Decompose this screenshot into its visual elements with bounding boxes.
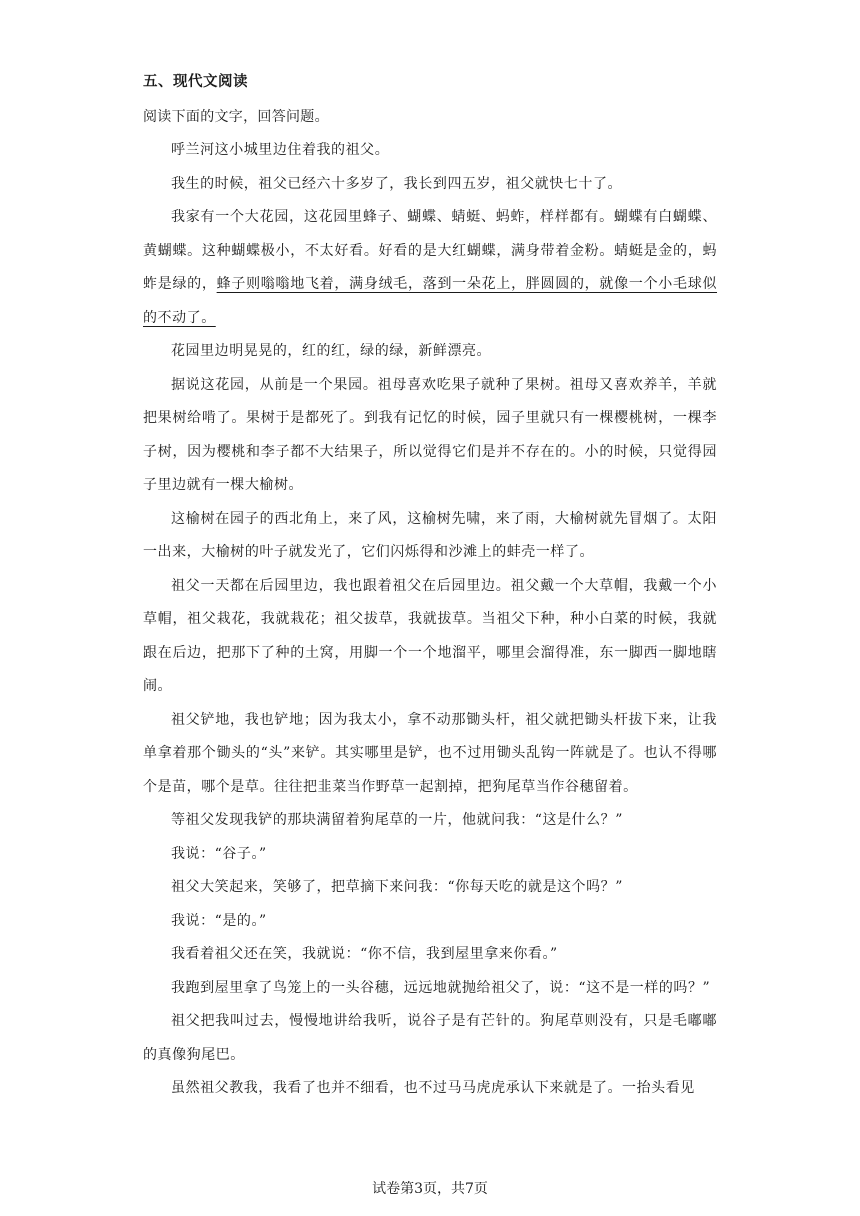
paragraph-1: 呼兰河这小城里边住着我的祖父。	[171, 142, 390, 158]
paragraph-11: 祖父大笑起来，笑够了，把草摘下来问我：“你每天吃的就是这个吗？”	[171, 879, 623, 895]
paragraph-8: 祖父铲地，我也铲地；因为我太小，拿不动那锄头杆，祖父就把锄头杆拔下来，让我单拿着那个锄头的“头”来铲。其实哪里是铲，也不过用锄头乱钩一阵就是了。也认不得哪个是苗，哪个是草。往往把韭菜当作野草一起割掉，把狗尾草当作谷穗留着。	[143, 711, 717, 795]
paragraph-13: 我看着祖父还在笑，我就说：“你不信，我到屋里拿来你看。”	[171, 946, 558, 962]
paragraph-9: 等祖父发现我铲的那块满留着狗尾草的一片，他就问我：“这是什么？”	[171, 812, 623, 828]
underlined-sentence: 蜂子则嗡嗡地飞着，满身绒毛，落到一朵花上，胖圆圆的，就像一个小毛球似的不动了。	[143, 276, 718, 326]
page-footer: 试卷第3页，共7页	[372, 1181, 488, 1197]
paragraph-10: 我说：“谷子。”	[171, 845, 267, 862]
paragraph-12: 我说：“是的。”	[171, 912, 267, 929]
paragraph-5: 据说这花园，从前是一个果园。祖母喜欢吃果子就种了果树。祖母又喜欢养羊，羊就把果树给啃了。果树于是都死了。到我有记忆的时候，园子里就只有一棵樱桃树，一棵李子树，因为樱桃和李子都不大结果子，所以觉得它们是并不存在的。小的时候，只觉得园子里边就有一棵大榆树。	[143, 376, 717, 493]
paragraph-15: 祖父把我叫过去，慢慢地讲给我听，说谷子是有芒针的。狗尾草则没有，只是毛嘟嘟的真像狗尾巴。	[143, 1013, 717, 1063]
paragraph-4: 花园里边明晃晃的，红的红，绿的绿，新鲜漂亮。	[171, 343, 492, 359]
reading-section	[143, 64, 717, 1106]
paragraph-3-text: 我家有一个大花园，这花园里蜂子、蝴蝶、蜻蜓、蚂蚱，样样都有。蝴蝶有白蝴蝶、黄蝴蝶。这种蝴蝶极小，不太好看。好看的是大红蝴蝶，满身带着金粉。蜻蜓是金的，蚂蚱是绿的，	[143, 209, 717, 292]
paragraph-7: 祖父一天都在后园里边，我也跟着祖父在后园里边。祖父戴一个大草帽，我戴一个小草帽，祖父栽花，我就栽花；祖父拔草，我就拔草。当祖父下种，种小白菜的时候，我就跟在后边，把那下了种的土窝，用脚一个一个地溜平，哪里会溜得准，东一脚西一脚地瞎闹。	[143, 577, 717, 694]
paragraph-2: 我生的时候，祖父已经六十多岁了，我长到四五岁，祖父就快七十了。	[171, 175, 623, 192]
paragraph-6: 这榆树在园子的西北角上，来了风，这榆树先啸，来了雨，大榆树就先冒烟了。太阳一出来，大榆树的叶子就发光了，它们闪烁得和沙滩上的蚌壳一样了。	[143, 510, 717, 560]
paragraph-16: 虽然祖父教我，我看了也并不细看，也不过马马虎虎承认下来就是了。一抬头看见	[171, 1080, 695, 1096]
instruction-text: 阅读下面的文字，回答问题。	[143, 109, 329, 125]
paragraph-3	[143, 201, 717, 335]
section-title: 五、现代文阅读	[143, 74, 248, 90]
paragraph-14: 我跑到屋里拿了鸟笼上的一头谷穗，远远地就抛给祖父了，说：“这不是一样的吗？”	[171, 979, 711, 996]
